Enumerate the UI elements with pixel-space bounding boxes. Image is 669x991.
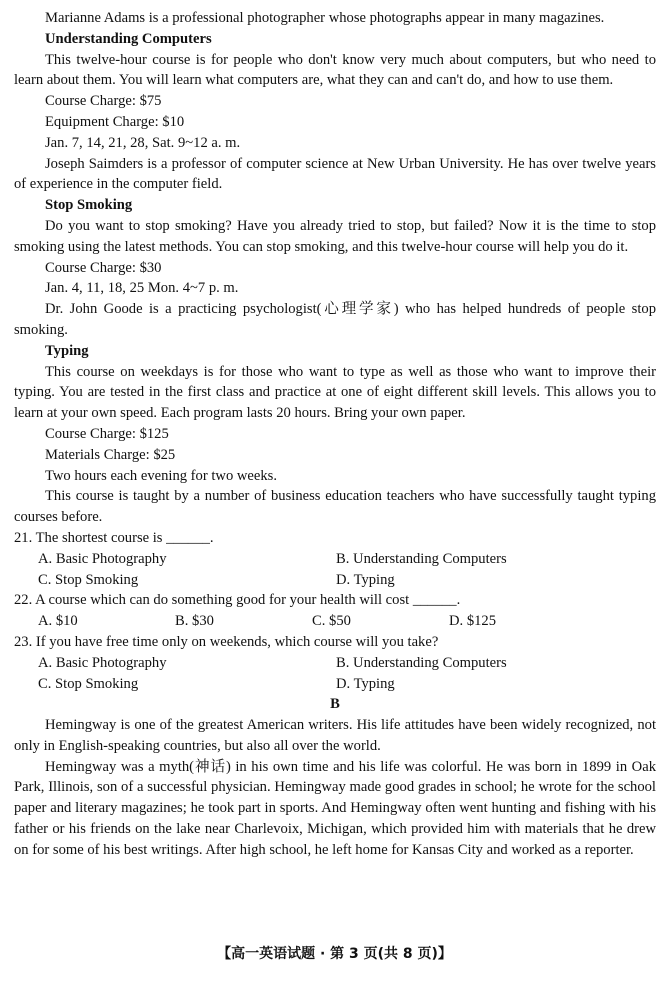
computers-description: This twelve-hour course is for people who don't know very much about computers, but who need to learn about them. You will learn what computers are, what they can and can't do, and how to use them.	[14, 51, 656, 89]
typing-schedule: Two hours each evening for two weeks.	[45, 467, 278, 484]
question-22-option-c: C. $50	[312, 613, 351, 630]
computers-schedule: Jan. 7, 14, 21, 28, Sat. 9~12 a. m.	[45, 134, 241, 151]
section-b-paragraph-2: Hemingway was a myth(神话) in his own time and his life was colorful. He was born in 1899 in Oak Park, Illinois, son of a successful physician. Hemingway made good grades in school; he wrote for the school paper and literary magazines; he took part in sports. And Hemingway often went hunting and fishing with his father or his friends on the lake near Charlevoix, Michigan, which provided him with materials that he drew on for some of his best writings. After high school, he left home for Kansas City and worked as a reporter.	[14, 758, 656, 858]
question-23-options-row2	[14, 674, 656, 695]
question-21-options-row2	[14, 570, 656, 591]
smoking-teacher: Dr. John Goode is a practicing psychologist(心理学家) who has helped hundreds of people stop smoking.	[14, 301, 656, 338]
smoking-schedule: Jan. 4, 11, 18, 25 Mon. 4~7 p. m.	[45, 280, 239, 297]
exam-page	[14, 8, 656, 861]
question-23-option-b: B. Understanding Computers	[336, 654, 507, 671]
typing-teacher: This course is taught by a number of business education teachers who have successfully taught typing courses before.	[14, 488, 656, 526]
question-23-stem: 23. If you have free time only on weekends, which course will you take?	[14, 633, 439, 650]
question-21-option-b: B. Understanding Computers	[336, 550, 507, 567]
question-22-stem: 22. A course which can do something good for your health will cost ______.	[14, 592, 461, 609]
question-23-options-row1	[14, 653, 656, 674]
typing-description: This course on weekdays is for those who want to type as well as those who want to improve their typing. You are tested in the first class and practice at one of eight different skill levels. This allows you to learn at your own speed. Each program lasts 20 hours. Bring your own paper.	[14, 363, 656, 422]
section-b-label: B	[330, 696, 340, 713]
question-21-stem: 21. The shortest course is ______.	[14, 529, 214, 546]
smoking-description: Do you want to stop smoking? Have you already tried to stop, but failed? Now it is the time to stop smoking using the latest methods. You can stop smoking, and this twelve-hour course will help you do it.	[14, 217, 656, 255]
typing-course-charge: Course Charge: $125	[45, 425, 169, 442]
photography-teacher: Marianne Adams is a professional photographer whose photographs appear in many magazines.	[45, 10, 605, 26]
question-22-option-d: D. $125	[449, 613, 497, 630]
page-footer: 【高一英语试题 · 第 3 页(共 8 页)】	[217, 946, 452, 962]
question-21-options-row1	[14, 549, 656, 570]
typing-title: Typing	[45, 342, 89, 359]
computers-course-charge: Course Charge: $75	[45, 93, 162, 110]
computers-teacher: Joseph Saimders is a professor of computer science at New Urban University. He has over twelve years of experience in the computer field.	[14, 155, 656, 193]
section-b-paragraph-1: Hemingway is one of the greatest American writers. His life attitudes have been widely recognized, not only in English-speaking countries, but also all over the world.	[14, 717, 656, 754]
question-21-option-d: D. Typing	[336, 571, 395, 588]
question-23-option-d: D. Typing	[336, 675, 395, 692]
smoking-course-charge: Course Charge: $30	[45, 259, 162, 276]
question-22-option-b: B. $30	[175, 613, 214, 630]
question-23-option-c: C. Stop Smoking	[38, 675, 139, 692]
computers-equipment-charge: Equipment Charge: $10	[45, 113, 185, 130]
question-21-option-c: C. Stop Smoking	[38, 571, 139, 588]
computers-title: Understanding Computers	[45, 30, 212, 47]
question-21-option-a: A. Basic Photography	[38, 550, 167, 567]
question-23-option-a: A. Basic Photography	[38, 654, 167, 671]
typing-materials-charge: Materials Charge: $25	[45, 446, 176, 463]
question-22-options	[14, 611, 656, 632]
question-22-option-a: A. $10	[38, 613, 78, 630]
smoking-title: Stop Smoking	[45, 197, 133, 214]
